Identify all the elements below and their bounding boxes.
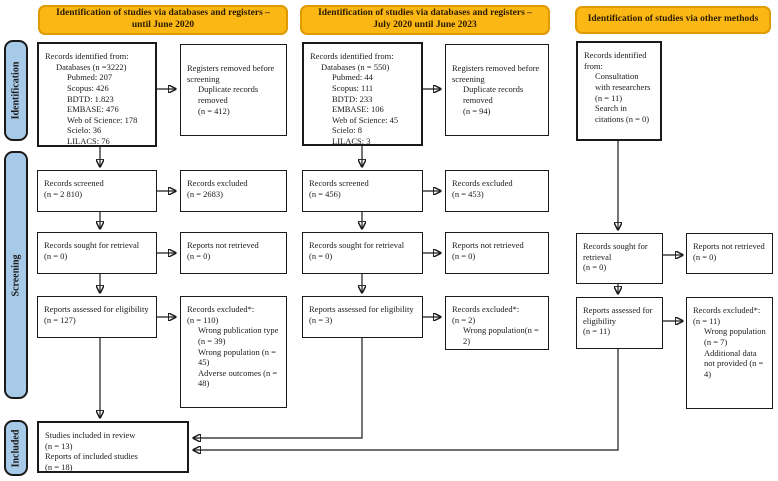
text-line: Records excluded bbox=[452, 178, 513, 188]
box-c1-registers-removed bbox=[180, 44, 287, 136]
text-line: (n = 456) bbox=[309, 188, 341, 199]
text-line: EMBASE: 106 bbox=[332, 104, 384, 115]
text-line: Records screened bbox=[309, 178, 369, 188]
box-c2-records-screened bbox=[302, 170, 423, 212]
stage-label-text: Included bbox=[10, 429, 22, 467]
text-line: (n = 18) bbox=[45, 461, 73, 472]
text-line: (n = 94) bbox=[463, 105, 491, 116]
text-line: (n = 0) bbox=[44, 250, 68, 261]
text-line: Duplicate records removed bbox=[198, 84, 259, 105]
text-line: Scopus: 111 bbox=[332, 82, 374, 93]
text-line: EMBASE: 476 bbox=[67, 104, 119, 115]
text-line: Reports not retrieved bbox=[452, 240, 524, 250]
text-line: Reports not retrieved bbox=[187, 240, 259, 250]
stage-label-screening bbox=[4, 151, 28, 399]
box-c3-records-sought bbox=[576, 233, 663, 284]
box-c2-records-sought bbox=[302, 232, 423, 274]
text-line: (n = 2 810) bbox=[44, 188, 83, 199]
box-c2-registers-removed bbox=[445, 44, 549, 136]
box-c1-records-screened bbox=[37, 170, 157, 212]
text-line: Reports assessed for eligibility bbox=[309, 304, 414, 314]
text-line: Reports of included studies bbox=[45, 451, 138, 462]
text-line: Records excluded*: bbox=[452, 304, 520, 314]
text-line: Wrong population (n = 7) bbox=[704, 326, 766, 347]
stage-label-text: Identification bbox=[10, 61, 22, 120]
text-line: Pubmed: 207 bbox=[67, 72, 113, 83]
text-line: Scopus: 426 bbox=[67, 82, 109, 93]
text-line: Records identified from: bbox=[45, 51, 129, 61]
stage-label-text: Screening bbox=[10, 253, 22, 297]
text-line: (n = 0) bbox=[693, 251, 717, 262]
text-line: LILACS: 3 bbox=[332, 136, 371, 146]
text-line: (n = 412) bbox=[198, 105, 230, 116]
text-line: BDTD: 1.823 bbox=[67, 93, 114, 104]
text-line: Records excluded bbox=[187, 178, 248, 188]
text-line: Registers removed before screening bbox=[187, 63, 275, 84]
text-line: (n = 127) bbox=[44, 314, 76, 325]
text-line: (n = 0) bbox=[309, 250, 333, 261]
box-c1-records-excluded bbox=[180, 170, 287, 212]
text-line: Wrong publication type (n = 39) bbox=[198, 325, 279, 346]
text-line: Records sought for retrieval bbox=[309, 240, 405, 250]
text-line: Reports assessed for eligibility bbox=[44, 304, 149, 314]
banner-other-methods: Identification of studies via other methods bbox=[575, 6, 771, 34]
text-line: Reports not retrieved bbox=[693, 241, 765, 251]
box-studies-included bbox=[37, 421, 189, 473]
text-line: Wrong population(n = 2) bbox=[463, 325, 539, 346]
text-line: Records identified from: bbox=[310, 51, 394, 61]
text-line: (n = 0) bbox=[583, 262, 607, 273]
text-line: Records excluded*: bbox=[187, 304, 255, 314]
box-c1-records-identified bbox=[37, 42, 157, 147]
box-c1-reports-assessed bbox=[37, 296, 157, 338]
text-line: Records identified from: bbox=[584, 50, 647, 71]
box-c1-reports-not-retrieved bbox=[180, 232, 287, 274]
text-line: LILACS: 76 bbox=[67, 136, 110, 146]
box-c2-records-identified bbox=[302, 42, 423, 146]
banner-databases-july-2020-june-2023: Identification of studies via databases and registers – July 2020 until June 2023 bbox=[300, 5, 550, 35]
text-line: (n = 0) bbox=[187, 250, 211, 261]
box-c2-records-excluded bbox=[445, 170, 549, 212]
box-c3-reports-not-retrieved bbox=[686, 233, 773, 274]
text-line: (n = 2683) bbox=[187, 188, 223, 199]
text-line: (n = 3) bbox=[309, 314, 333, 325]
text-line: Records screened bbox=[44, 178, 104, 188]
box-c3-records-identified bbox=[576, 41, 662, 141]
box-c1-records-excluded-eligibility bbox=[180, 296, 287, 408]
text-line: Scielo: 36 bbox=[67, 125, 102, 136]
stage-label-identification bbox=[4, 40, 28, 141]
text-line: Registers removed before screening bbox=[452, 63, 540, 84]
text-line: Additional data not provided (n = 4) bbox=[704, 347, 764, 379]
text-line: Records sought for retrieval bbox=[583, 241, 648, 262]
box-c1-records-sought bbox=[37, 232, 157, 274]
box-c2-records-excluded-eligibility bbox=[445, 296, 549, 350]
text-line: (n = 11) bbox=[693, 315, 721, 326]
text-line: Reports assessed for eligibility bbox=[583, 305, 653, 326]
text-line: Scielo: 8 bbox=[332, 125, 362, 136]
text-line: Pubmed: 44 bbox=[332, 72, 373, 83]
text-line: Databases (n = 550) bbox=[321, 61, 390, 72]
text-line: Records excluded*: bbox=[693, 305, 761, 315]
text-line: (n = 11) bbox=[583, 326, 611, 337]
banner-databases-until-june-2020: Identification of studies via databases and registers – until June 2020 bbox=[38, 5, 288, 35]
text-line: Consultation with researchers (n = 11) bbox=[595, 71, 651, 103]
text-line: Records sought for retrieval bbox=[44, 240, 140, 250]
stage-label-included bbox=[4, 420, 28, 476]
text-line: (n = 0) bbox=[452, 250, 476, 261]
text-line: Studies included in review bbox=[45, 430, 136, 440]
text-line: Wrong population (n = 45) bbox=[198, 346, 276, 368]
text-line: (n = 2) bbox=[452, 314, 476, 325]
box-c3-records-excluded-eligibility bbox=[686, 297, 773, 409]
text-line: BDTD: 233 bbox=[332, 93, 373, 104]
text-line: (n = 110) bbox=[187, 314, 219, 325]
box-c3-reports-assessed bbox=[576, 297, 663, 349]
box-c2-reports-assessed bbox=[302, 296, 423, 338]
text-line: Web of Science: 178 bbox=[67, 114, 138, 125]
text-line: Adverse outcomes (n = 48) bbox=[198, 367, 278, 389]
text-line: (n = 453) bbox=[452, 188, 484, 199]
text-line: (n = 13) bbox=[45, 440, 73, 451]
box-c2-reports-not-retrieved bbox=[445, 232, 549, 274]
text-line: Search in citations (n = 0) bbox=[595, 103, 650, 124]
text-line: Databases (n =3222) bbox=[56, 61, 127, 72]
text-line: Web of Science: 45 bbox=[332, 114, 399, 125]
text-line: Duplicate records removed bbox=[463, 84, 524, 105]
